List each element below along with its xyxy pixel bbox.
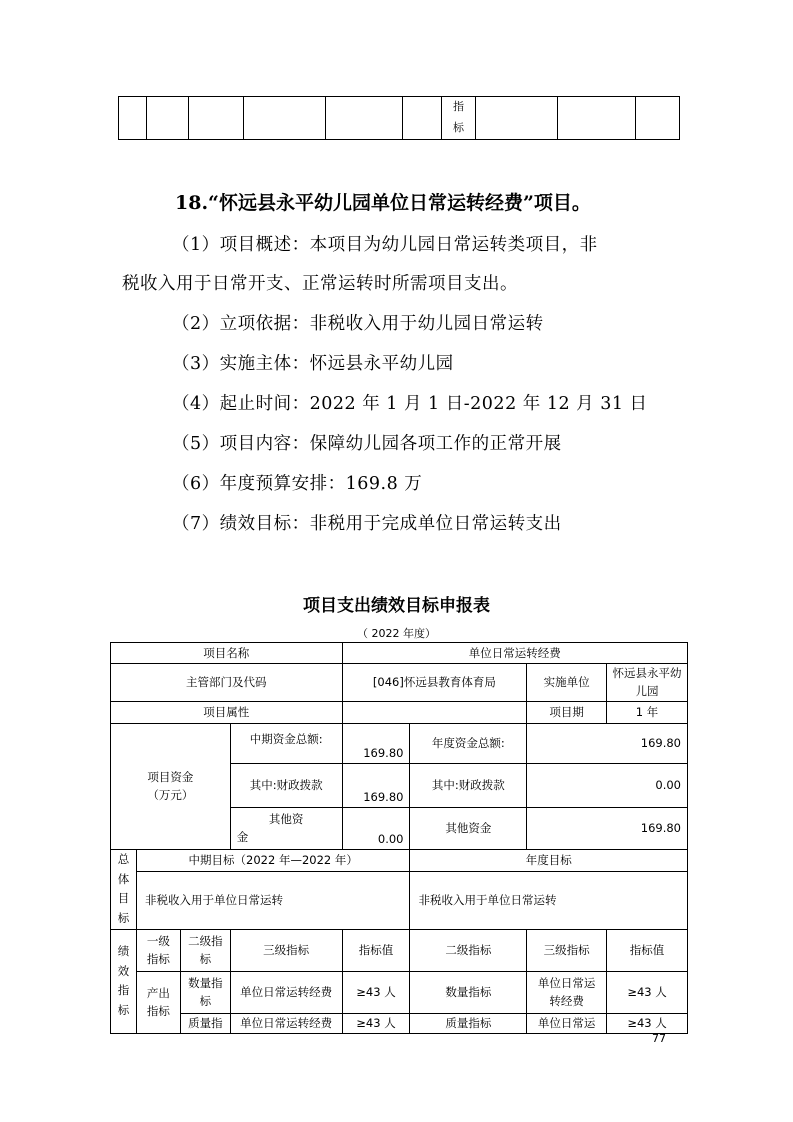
label-cell: 中期目标（2022 年—2022 年）: [136, 849, 410, 871]
table-cell: [188, 97, 243, 140]
cell-text: 总: [117, 852, 130, 867]
cell-text: 标: [199, 952, 212, 967]
table-row: [111, 664, 688, 702]
cell-text: 二级指: [188, 933, 223, 948]
header-cell: 指标值: [607, 929, 688, 971]
label-cell: 年度目标: [410, 849, 688, 871]
label-cell: 其中:财政拨款: [230, 763, 342, 807]
value-cell: ≥43 人: [342, 971, 410, 1013]
label-cell: 项目期: [527, 701, 607, 723]
header-cell: 三级指标: [527, 929, 607, 971]
value-cell: ≥43 人: [607, 1013, 688, 1033]
entity-line: （3）实施主体：怀远县永平幼儿园: [172, 354, 454, 374]
table-cell: [146, 97, 188, 140]
label-cell: 项目属性: [111, 701, 343, 723]
table-cell: [635, 97, 679, 140]
table-row: [111, 871, 688, 929]
table-row: [111, 971, 688, 1013]
basis-line: （2）立项依据：非税收入用于幼儿园日常运转: [172, 314, 544, 334]
performance-indicator-label: [111, 929, 137, 1033]
label-cell: 主管部门及代码: [111, 664, 343, 702]
header-cell: [136, 929, 180, 971]
overview-line-1: （1）项目概述：本项目为幼儿园日常运转类项目，非: [172, 235, 598, 255]
previous-table-fragment: [118, 96, 680, 140]
table-row: [111, 701, 688, 723]
table-row: [111, 1013, 688, 1033]
header-cell: [180, 929, 230, 971]
funds-label-cell: [111, 723, 231, 849]
label-cell: 年度资金总额:: [410, 723, 527, 763]
page-number: 77: [652, 1032, 666, 1045]
cell-text: 项目资金: [147, 769, 194, 784]
content-line: （5）项目内容：保障幼儿园各项工作的正常开展: [172, 434, 562, 454]
cell-text: 指标: [146, 952, 170, 967]
cell-text: 产出: [146, 985, 170, 1000]
period-line: （4）起止时间：2022 年 1 月 1 日-2022 年 12 月 31 日: [172, 394, 648, 414]
value-cell: 单位日常运转经费: [230, 971, 342, 1013]
label-cell: 实施单位: [527, 664, 607, 702]
overview-line-2: 税收入用于日常开支、正常运转时所需项目支出。: [122, 274, 518, 294]
label-cell: 其中:财政拨款: [410, 763, 527, 807]
cell-text: （万元）: [147, 788, 194, 803]
cell-text: 指标: [146, 1004, 170, 1019]
table-cell: [243, 97, 325, 140]
cell-text: 数量指: [188, 975, 223, 990]
performance-target-table: [110, 642, 688, 1034]
value-cell: 非税收入用于单位日常运转: [410, 871, 688, 929]
value-cell: 169.80: [527, 723, 688, 763]
cell-text: 其他资: [268, 811, 304, 826]
table-cell: [557, 97, 635, 140]
label-cell: 质量指标: [410, 1013, 527, 1033]
cell-text: 单位日常运: [537, 975, 596, 990]
report-year: （ 2022 年度）: [357, 627, 436, 640]
section-heading: 18.“怀远县永平幼儿园单位日常运转经费”项目。: [175, 192, 591, 214]
value-cell: [046]怀远县教育体育局: [342, 664, 527, 702]
label-cell: 其他资金: [410, 807, 527, 849]
value-cell: 怀远县永平幼儿园: [607, 664, 688, 702]
table-cell: [403, 97, 441, 140]
table-cell: [325, 97, 403, 140]
label-cell: 中期资金总额:: [230, 723, 342, 763]
table-row: [111, 723, 688, 763]
label-cell: [180, 971, 230, 1013]
cell-text: 标: [117, 1002, 130, 1017]
cell-text: 指: [452, 100, 464, 113]
label-cell: 数量指标: [410, 971, 527, 1013]
header-cell: 指标值: [342, 929, 410, 971]
report-title: 项目支出绩效目标申报表: [303, 596, 490, 616]
overall-target-label: [111, 849, 137, 929]
cell-text: 指: [117, 983, 130, 998]
table-row: [111, 849, 688, 871]
value-cell: 单位日常运转经费: [230, 1013, 342, 1033]
budget-line: （6）年度预算安排：169.8 万: [172, 474, 423, 494]
value-cell: [527, 971, 607, 1013]
value-cell: 单位日常运: [527, 1013, 607, 1033]
value-cell: 169.80: [527, 807, 688, 849]
cell-text: 效: [117, 963, 130, 978]
value-cell: ≥43 人: [607, 971, 688, 1013]
header-cell: 二级指标: [410, 929, 527, 971]
cell-text: 转经费: [549, 994, 584, 1009]
value-cell: [342, 701, 527, 723]
cell-text: 绩: [117, 944, 130, 959]
label-cell: [230, 807, 342, 849]
value-cell: 单位日常运转经费: [342, 643, 687, 664]
value-cell: 169.80: [342, 763, 410, 807]
cell-text: 体: [117, 871, 130, 886]
table-cell: [476, 97, 558, 140]
value-cell: 0.00: [342, 807, 410, 849]
label-cell: 质量指: [180, 1013, 230, 1033]
value-cell: 169.80: [342, 723, 410, 763]
table-cell: [119, 97, 147, 140]
value-cell: 1 年: [607, 701, 688, 723]
table-row: [111, 643, 688, 664]
cell-text: 标: [199, 994, 212, 1009]
indicator-cell: [441, 97, 476, 140]
cell-text: 金: [236, 830, 249, 845]
output-indicator-cell: [136, 971, 180, 1033]
value-cell: ≥43 人: [342, 1013, 410, 1033]
value-cell: 0.00: [527, 763, 688, 807]
cell-text: 标: [452, 120, 464, 134]
cell-text: 目: [117, 891, 130, 906]
table-row: [111, 929, 688, 971]
goal-line: （7）绩效目标：非税用于完成单位日常运转支出: [172, 514, 562, 534]
label-cell: 项目名称: [111, 643, 343, 664]
header-cell: 三级指标: [230, 929, 342, 971]
value-cell: 非税收入用于单位日常运转: [136, 871, 410, 929]
cell-text: 标: [117, 910, 130, 925]
cell-text: 一级: [146, 933, 170, 948]
